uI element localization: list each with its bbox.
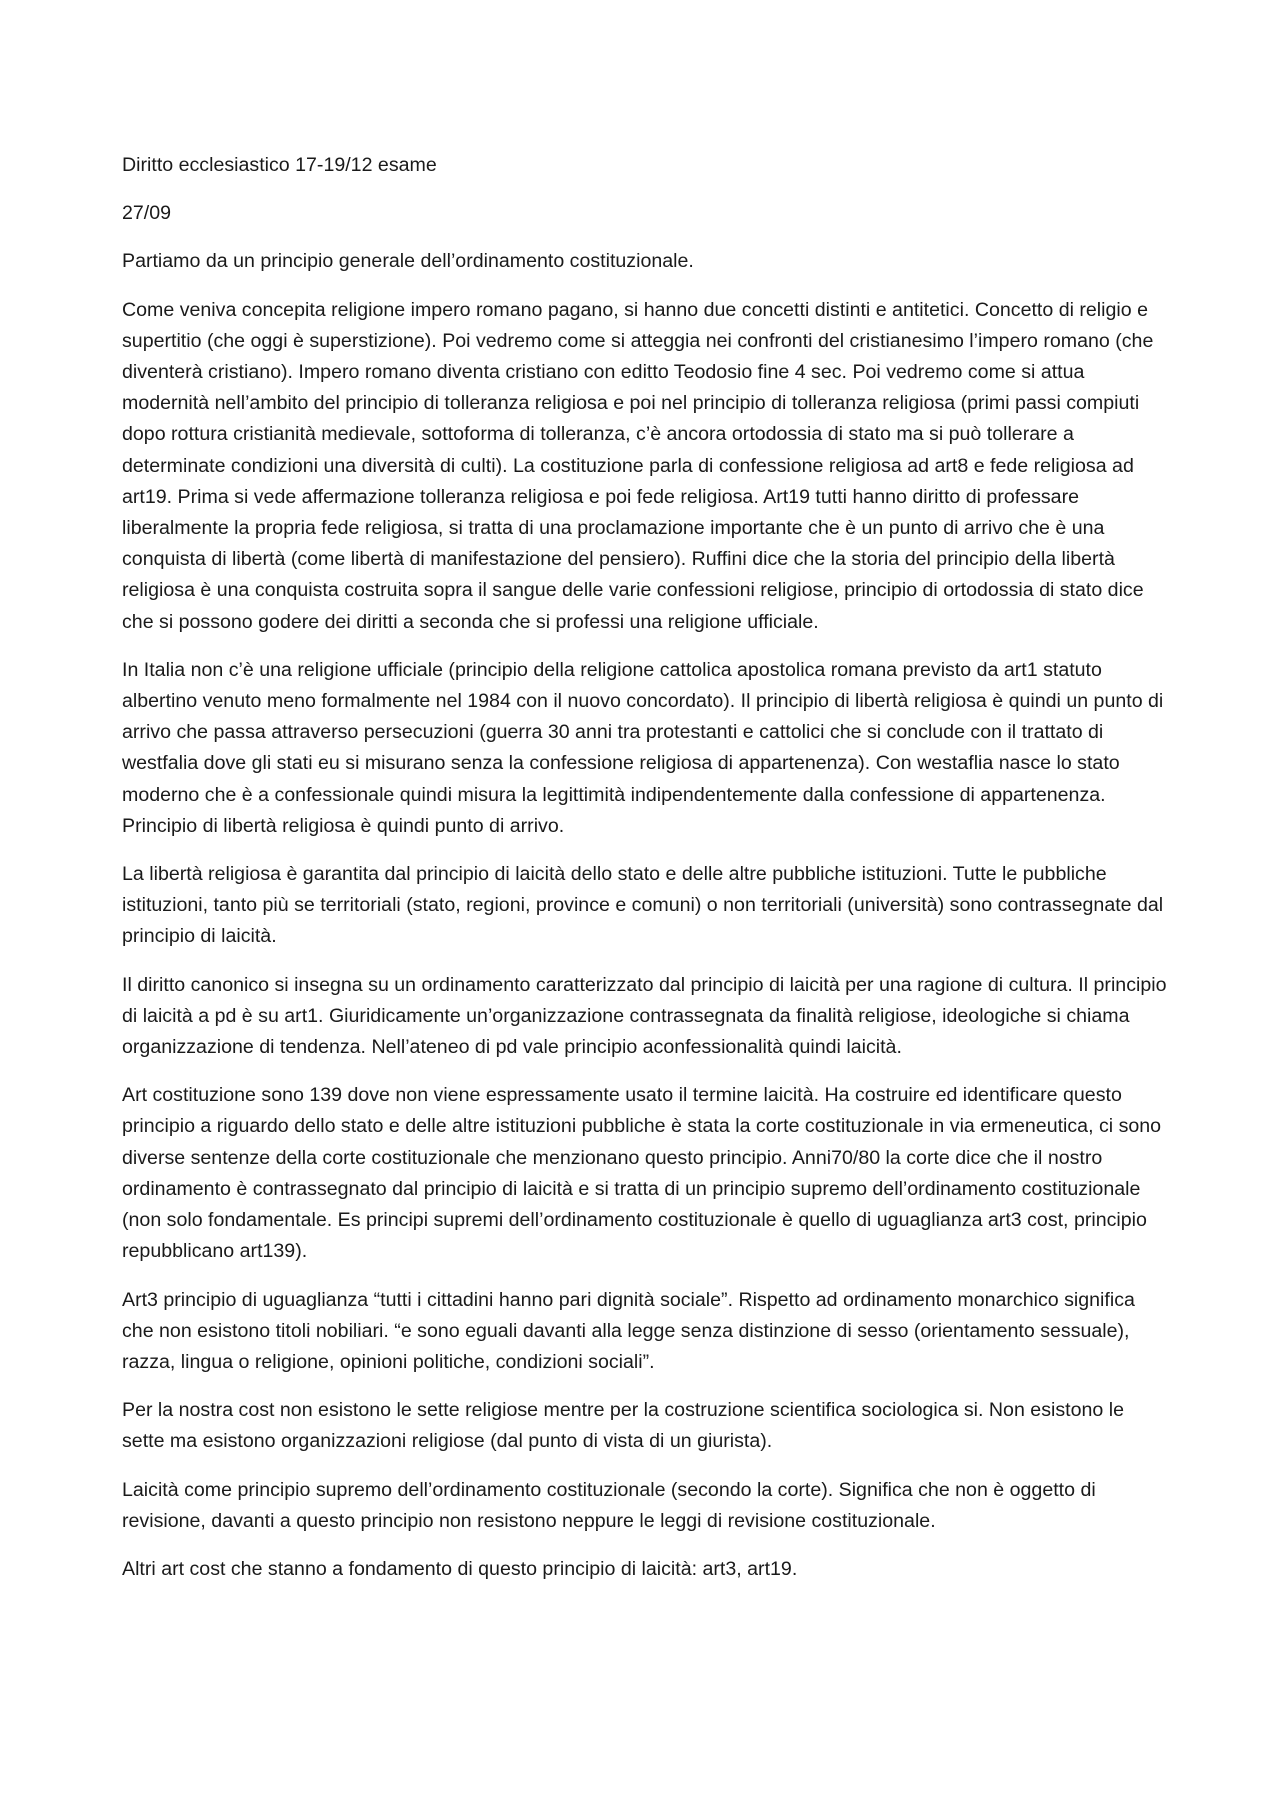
paragraph: La libertà religiosa è garantita dal principio di laicità dello stato e delle altre pubbliche istituzioni. Tutte le pubbliche istituzioni, tanto più se territoriali (stato, regioni, province e comuni) o non territoriali (università) sono contrassegnate dal principio di laicità. — [122, 863, 1164, 948]
paragraph: Art costituzione sono 139 dove non viene espressamente usato il termine laicità. Ha costruire ed identificare questo principio a riguardo dello stato e delle altre istituzioni pubbliche è stata la corte costituzionale in via ermeneutica, ci sono diverse sentenze della corte costituzionale che menzionano questo principio. Anni70/80 la corte dice che il nostro ordinamento è contrassegnato dal principio di laicità e si tratta di un principio supremo dell’ordinamento costituzionale (non solo fondamentale. Es principi supremi dell’ordinamento costituzionale è quello di uguaglianza art3 cost, principio repubblicano art139). — [122, 1084, 1162, 1263]
paragraph: Art3 principio di uguaglianza “tutti i cittadini hanno pari dignità sociale”. Rispetto ad ordinamento monarchico significa che non esistono titoli nobiliari. “e sono eguali davanti alla legge senza distinzione di sesso (orientamento sessuale), razza, lingua o religione, opinioni politiche, condizioni sociali”. — [122, 1288, 1135, 1373]
paragraph: Altri art cost che stanno a fondamento di questo principio di laicità: art3, art19. — [122, 1557, 798, 1580]
paragraph: Laicità come principio supremo dell’ordinamento costituzionale (secondo la corte). Significa che non è oggetto di revisione, davanti a questo principio non resistono neppure le leggi di revisione costituzionale. — [122, 1478, 1096, 1532]
paragraph: Partiamo da un principio generale dell’ordinamento costituzionale. — [122, 250, 694, 273]
document-title: Diritto ecclesiastico 17-19/12 esame — [122, 154, 437, 176]
document-date: 27/09 — [122, 202, 172, 225]
paragraph: In Italia non c’è una religione ufficiale (principio della religione cattolica apostolica romana previsto da art1 statuto albertino venuto meno formalmente nel 1984 con il nuovo concordato). Il principio di libertà religiosa è quindi un punto di arrivo che passa attraverso persecuzioni (guerra 30 anni tra protestanti e cattolici che si conclude con il trattato di westfalia dove gli stati eu si misurano senza la confessione religiosa di appartenenza). Con westaflia nasce lo stato moderno che è a confessionale quindi misura la legittimità indipendentemente dalla confessione di appartenenza. Principio di libertà religiosa è quindi punto di arrivo. — [122, 658, 1164, 837]
document-body — [122, 150, 1170, 1602]
paragraph: Per la nostra cost non esistono le sette religiose mentre per la costruzione scientifica sociologica si. Non esistono le sette ma esistono organizzazioni religiose (dal punto di vista di un giurista). — [122, 1399, 1124, 1453]
paragraph: Come veniva concepita religione impero romano pagano, si hanno due concetti distinti e antitetici. Concetto di religio e supertitio (che oggi è superstizione). Poi vedremo come si atteggia nei confronti del cristianesimo l’impero romano (che diventerà cristiano). Impero romano diventa cristiano con editto Teodosio fine 4 sec. Poi vedremo come si attua modernità nell’ambito del principio di tolleranza religiosa e poi nel principio di tolleranza religiosa (primi passi compiuti dopo rottura cristianità medievale, sottoforma di tolleranza, c’è ancora ortodossia di stato ma si può tollerare a determinate condizioni una diversità di culti). La costituzione parla di confessione religiosa ad art8 e fede religiosa ad art19. Prima si vede affermazione tolleranza religiosa e poi fede religiosa. Art19 tutti hanno diritto di professare liberalmente la propria fede religiosa, si tratta di una proclamazione importante che è un punto di arrivo che è una conquista di libertà (come libertà di manifestazione del pensiero). Ruffini dice che la storia del principio della libertà religiosa è una conquista costruita sopra il sangue delle varie confessioni religiose, principio di ortodossia di stato dice che si possono godere dei diritti a seconda che si professi una religione ufficiale. — [122, 298, 1154, 633]
paragraph: Il diritto canonico si insegna su un ordinamento caratterizzato dal principio di laicità per una ragione di cultura. Il principio di laicità a pd è su art1. Giuridicamente un’organizzazione contrassegnata da finalità religiose, ideologiche si chiama organizzazione di tendenza. Nell’ateneo di pd vale principio aconfessionalità quindi laicità. — [122, 973, 1167, 1059]
